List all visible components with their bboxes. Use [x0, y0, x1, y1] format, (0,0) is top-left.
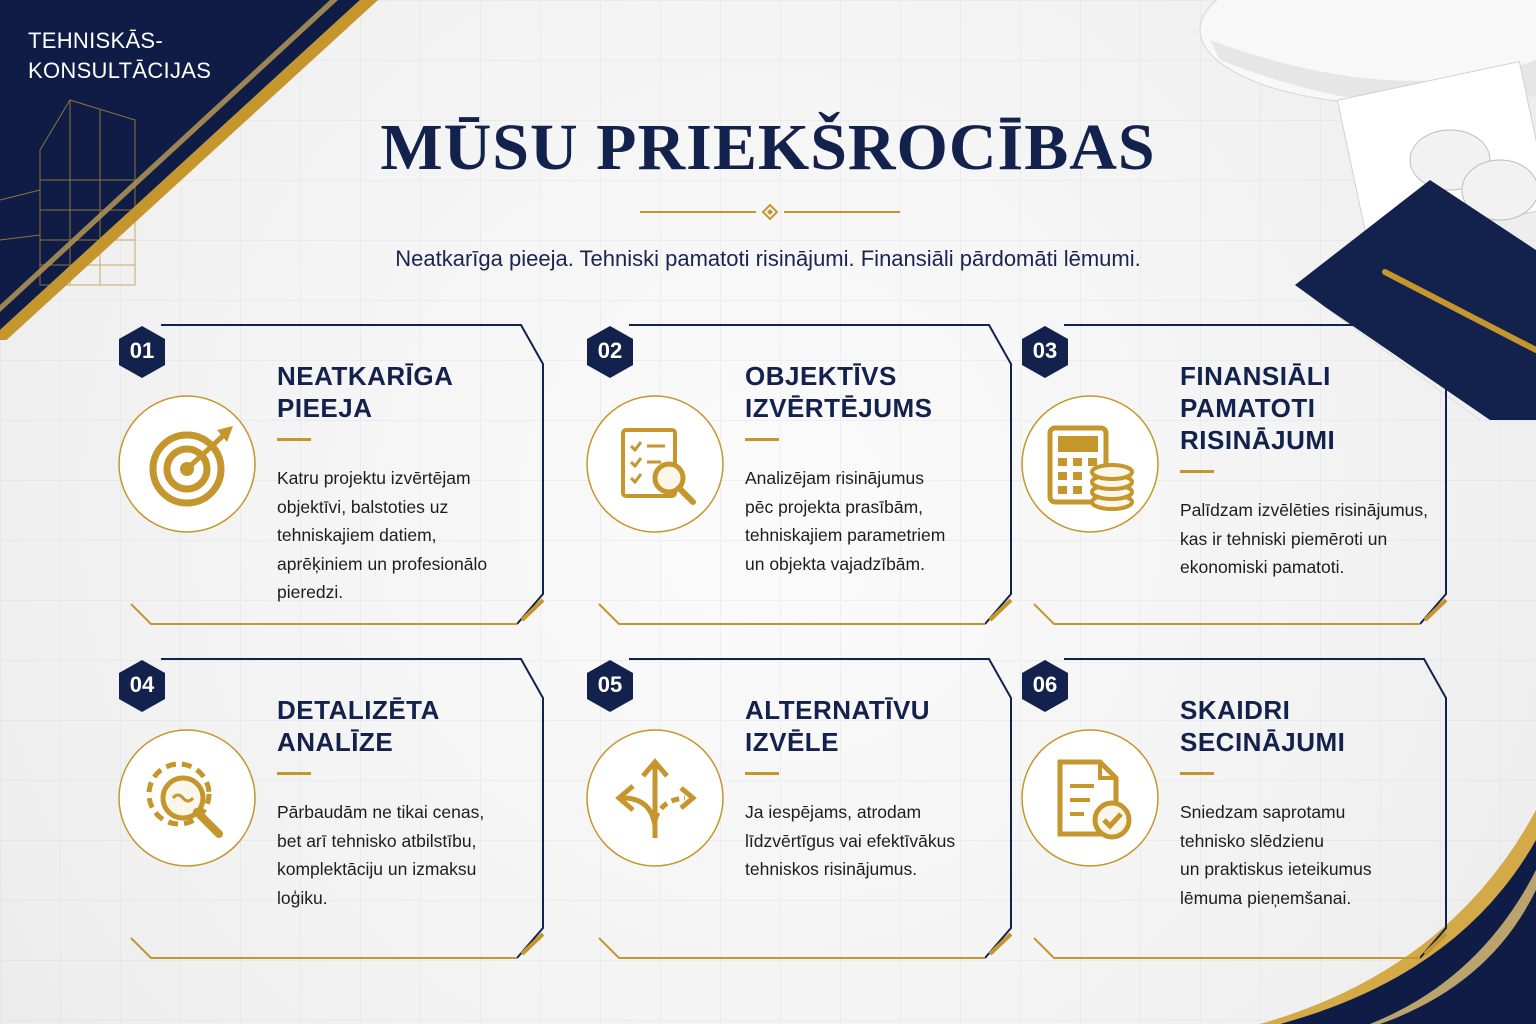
brand-logo-text — [28, 26, 211, 86]
card-title-rule — [1180, 772, 1214, 775]
card-number-badge — [585, 658, 635, 714]
card-number-badge — [1020, 324, 1070, 380]
target-arrow-icon — [117, 394, 257, 534]
card-number: 02 — [597, 338, 623, 363]
card-title: DETALIZĒTA ANALĪZE — [277, 695, 440, 757]
card-number: 03 — [1032, 338, 1058, 363]
title-divider — [640, 202, 900, 222]
calculator-coins-icon — [1020, 394, 1160, 534]
advantage-card — [585, 658, 1015, 962]
card-description: Pārbaudām ne tikai cenas, bet arī tehnisko atbilstību, komplektāciju un izmaksu loģiku. — [277, 802, 485, 908]
card-description: Analizējam risinājumus pēc projekta prasībām, tehniskajiem parametriem un objekta vajadzībām. — [745, 468, 946, 574]
advantage-card — [117, 324, 547, 628]
checklist-magnifier-icon — [585, 394, 725, 534]
card-title: OBJEKTĪVS IZVĒRTĒJUMS — [745, 361, 933, 423]
card-description: Sniedzam saprotamu tehnisko slēdzienu un praktiskus ieteikumus lēmuma pieņemšanai. — [1180, 802, 1372, 908]
card-description: Katru projektu izvērtējam objektīvi, balstoties uz tehniskajiem datiem, aprēķiniem un profesionālo pieredzi. — [277, 468, 488, 602]
card-title: SKAIDRI SECINĀJUMI — [1180, 695, 1346, 757]
card-number-badge — [585, 324, 635, 380]
card-title: NEATKARĪGA PIEEJA — [277, 361, 454, 423]
card-title-rule — [277, 438, 311, 441]
page-subtitle: Neatkarīga pieeja. Tehniski pamatoti risinājumi. Finansiāli pārdomāti lēmumi. — [395, 246, 1141, 271]
brand-line-1: TEHNISKĀS- — [28, 28, 164, 53]
advantage-card — [1020, 658, 1450, 962]
card-title-rule — [745, 438, 779, 441]
card-number: 01 — [129, 338, 155, 363]
card-title-rule — [277, 772, 311, 775]
card-description: Ja iespējams, atrodam līdzvērtīgus vai efektīvākus tehniskos risinājumus. — [745, 802, 956, 879]
card-title-rule — [1180, 470, 1214, 473]
card-number-badge — [117, 658, 167, 714]
advantage-card — [585, 324, 1015, 628]
brand-line-2: KONSULTĀCIJAS — [28, 58, 212, 83]
card-number: 04 — [129, 672, 155, 697]
document-check-icon — [1020, 728, 1160, 868]
advantage-card — [117, 658, 547, 962]
card-title-rule — [745, 772, 779, 775]
card-number: 06 — [1032, 672, 1058, 697]
gear-magnifier-icon — [117, 728, 257, 868]
card-number-badge — [1020, 658, 1070, 714]
card-title: ALTERNATĪVU IZVĒLE — [745, 695, 931, 757]
advantage-card — [1020, 324, 1450, 628]
card-number: 05 — [597, 672, 623, 697]
card-title: FINANSIĀLI PAMATOTI RISINĀJUMI — [1180, 361, 1336, 455]
page-title: MŪSU PRIEKŠROCĪBAS — [380, 111, 1156, 184]
card-number-badge — [117, 324, 167, 380]
card-description: Palīdzam izvēlēties risinājumus, kas ir tehniski piemēroti un ekonomiski pamatoti. — [1180, 500, 1429, 577]
branching-arrows-icon — [585, 728, 725, 868]
